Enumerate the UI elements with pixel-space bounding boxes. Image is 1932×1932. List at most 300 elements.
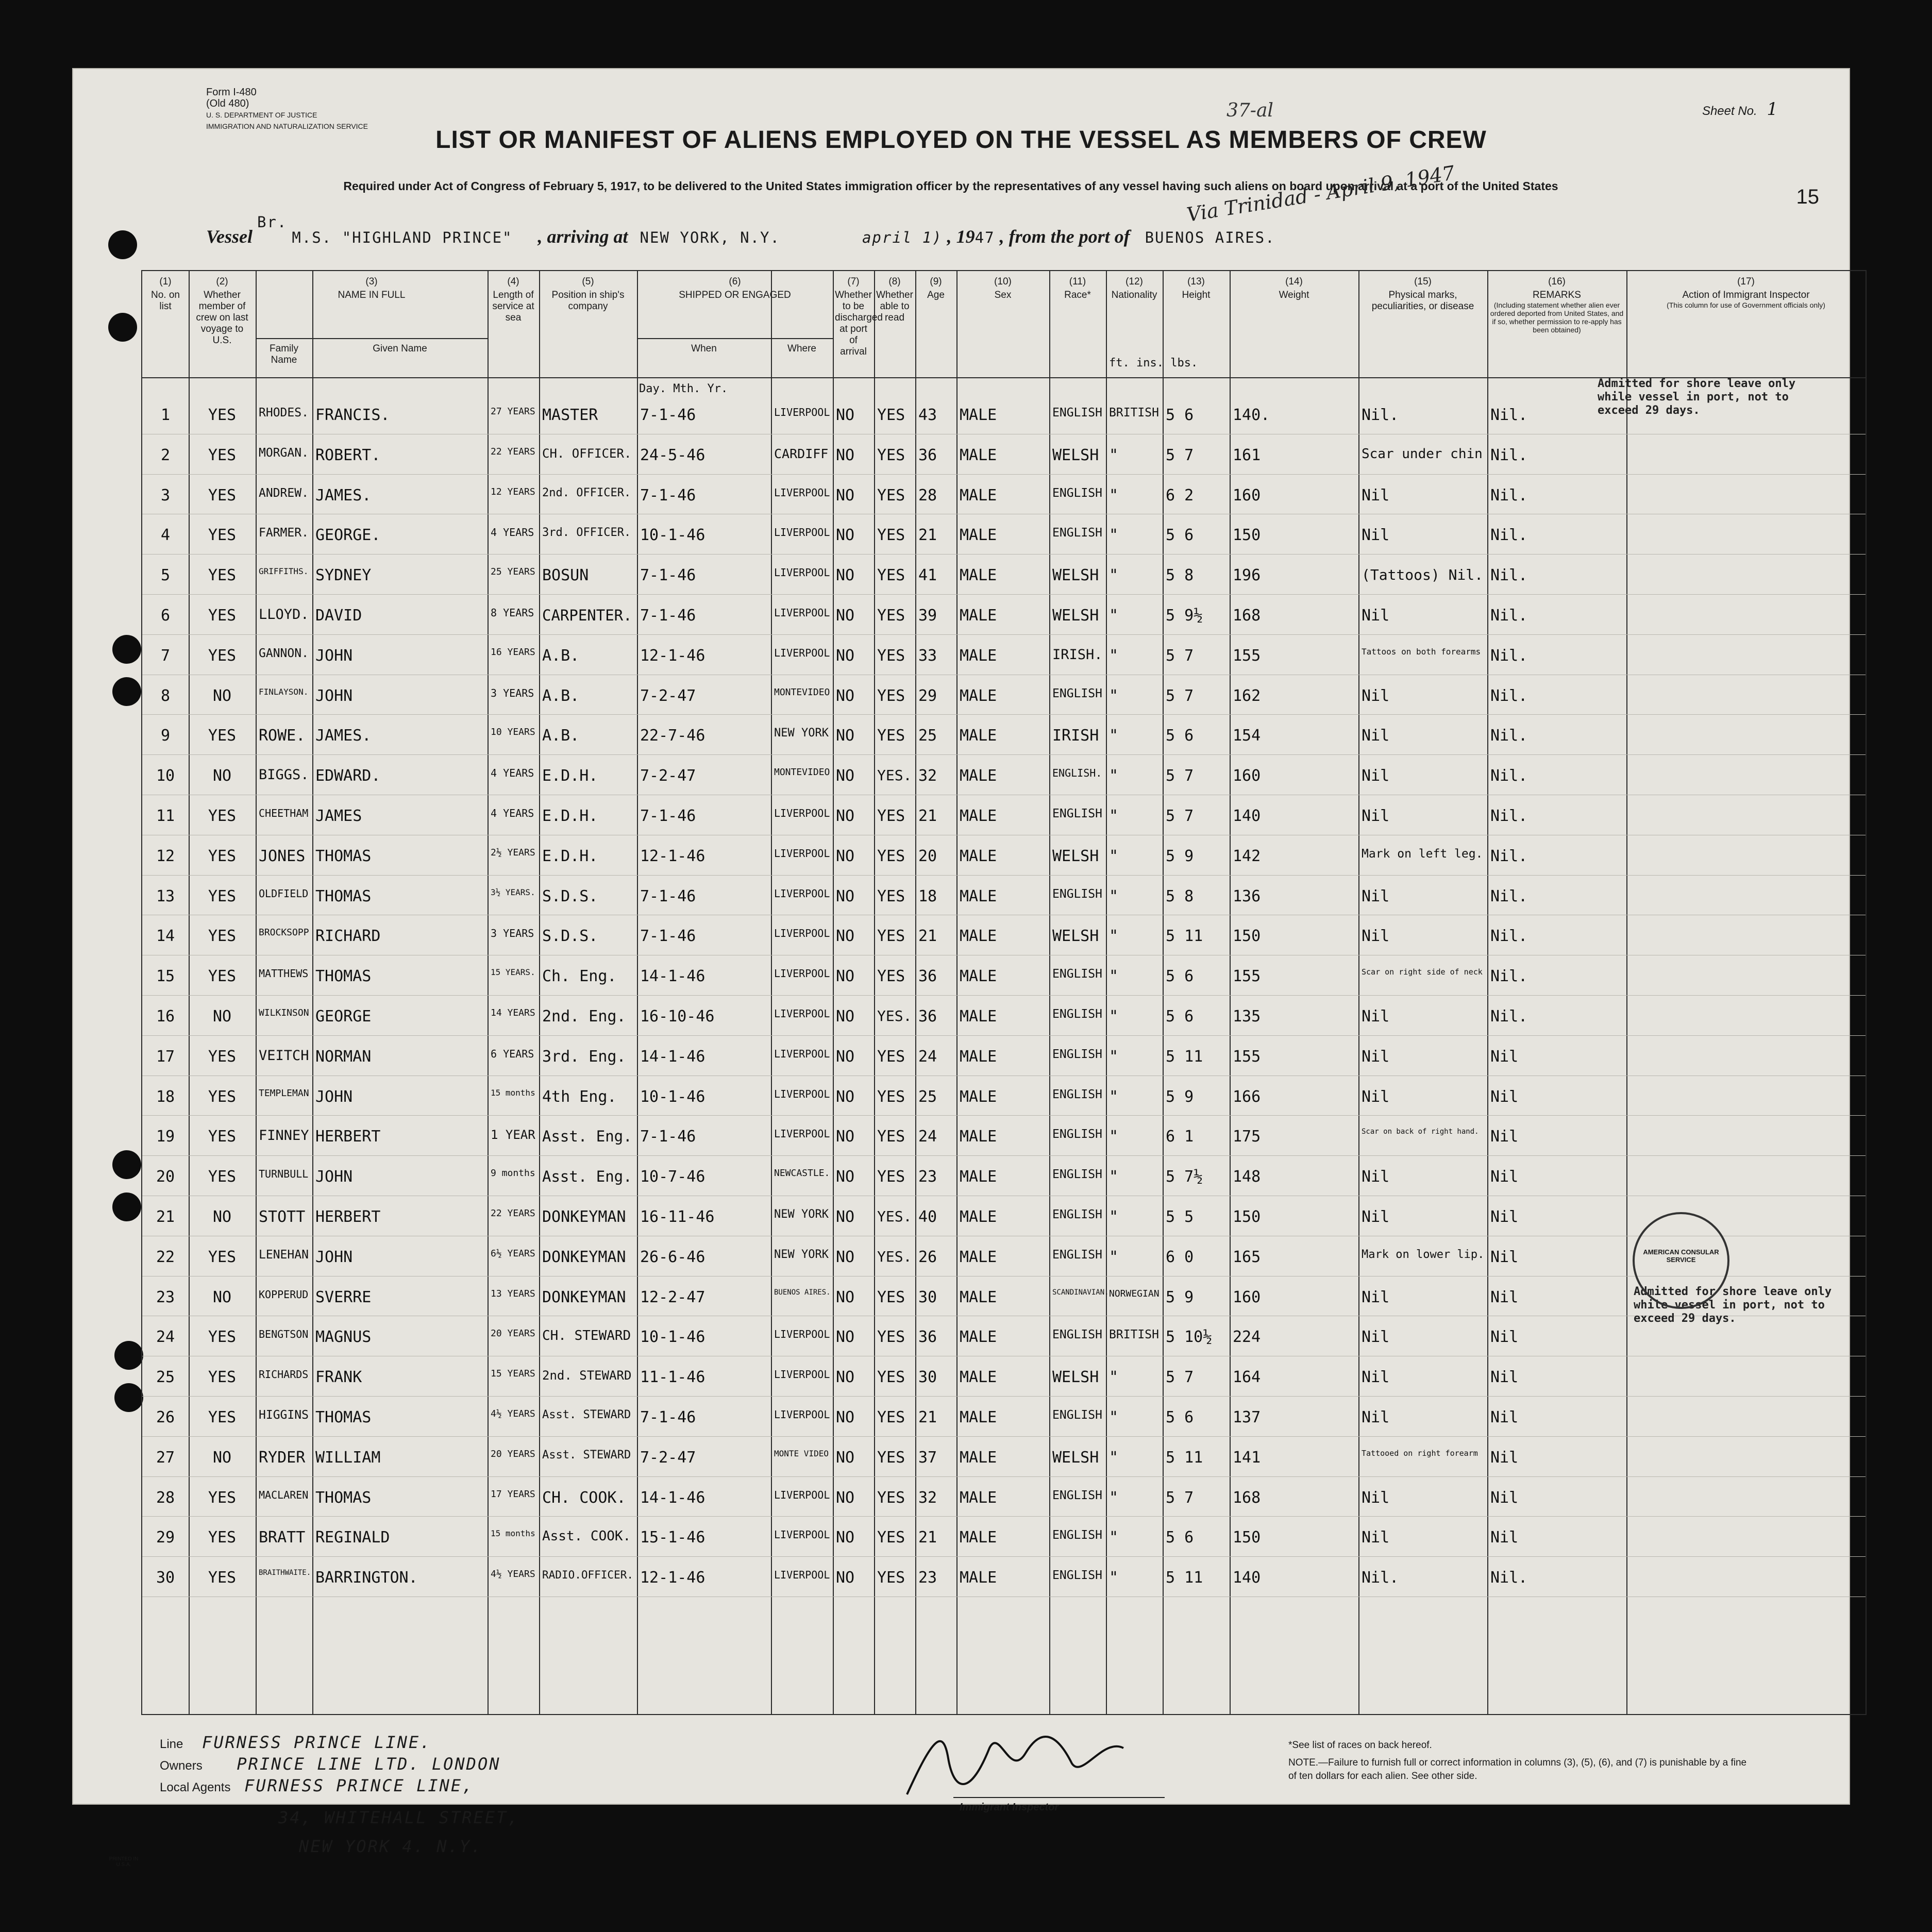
cell-position: Ch. Eng.	[542, 967, 617, 986]
cell-age: 18	[918, 887, 937, 905]
cell-remarks: Nil	[1490, 1087, 1519, 1106]
cell-sex: MALE	[960, 1248, 997, 1266]
cell-nationality: "	[1109, 526, 1119, 545]
cell-height: 5 9	[1166, 1087, 1194, 1106]
cell-discharge: NO	[836, 686, 855, 705]
cell-weight: 141	[1233, 1448, 1261, 1467]
cell-weight: 155	[1233, 967, 1261, 986]
cell-discharge: NO	[836, 1528, 855, 1547]
cell-height: 5 8	[1166, 887, 1194, 905]
cell-height: 5 10½	[1166, 1328, 1213, 1347]
cell-discharge: NO	[836, 1128, 855, 1146]
cell-service: 4 YEARS	[491, 807, 534, 819]
cell-discharge: NO	[836, 446, 855, 464]
column-note: (This column for use of Government officials only)	[1667, 301, 1825, 309]
cell-nationality: "	[1109, 566, 1119, 585]
cell-given: THOMAS	[315, 1408, 372, 1426]
column-number: (10)	[994, 276, 1012, 287]
cell-where: LIVERPOOL	[774, 847, 830, 860]
cell-nationality: "	[1109, 1007, 1119, 1026]
cell-read: YES	[877, 646, 905, 665]
cell-position: 2nd. OFFICER.	[542, 486, 631, 499]
cell-nationality: "	[1109, 887, 1119, 905]
cell-remarks: Nil	[1490, 1448, 1519, 1467]
cell-weight: 135	[1233, 1007, 1261, 1026]
cell-prev: NO	[212, 1288, 232, 1306]
cell-service: 8 YEARS	[491, 607, 534, 619]
cell-service: 10 YEARS	[491, 727, 535, 738]
punch-hole	[108, 313, 137, 342]
column-label: Physical marks, peculiarities, or disease	[1371, 290, 1474, 312]
column-header	[258, 276, 485, 301]
cell-discharge: NO	[836, 1208, 855, 1226]
cell-when: 7-1-46	[640, 927, 696, 946]
cell-given: EDWARD.	[315, 767, 381, 785]
form-old-id: (Old 480)	[206, 98, 249, 109]
departure-port: BUENOS AIRES.	[1145, 229, 1275, 246]
cell-read: YES	[877, 1448, 905, 1467]
cell-height: 5 9	[1166, 847, 1194, 865]
cell-age: 24	[918, 1047, 937, 1066]
cell-marks: Nil.	[1362, 1569, 1399, 1587]
cell-where: LIVERPOOL	[774, 967, 830, 980]
column-note: (Including statement whether alien ever ordered deported from United States, and if so, whether permission to re-apply has been obtained)	[1490, 301, 1624, 334]
column-header	[1360, 276, 1485, 312]
cell-when: 10-1-46	[640, 1328, 705, 1347]
cell-remarks: Nil	[1490, 1328, 1519, 1347]
cell-remarks: Nil.	[1490, 526, 1528, 545]
cell-service: 2½ YEARS	[491, 847, 535, 858]
row-rule	[142, 1115, 1866, 1116]
agents-address	[278, 1808, 519, 1827]
cell-sex: MALE	[960, 727, 997, 745]
row-rule	[142, 634, 1866, 635]
cell-race: WELSH	[1052, 847, 1099, 865]
cell-age: 21	[918, 807, 937, 825]
column-header	[1489, 276, 1624, 334]
cell-read: YES	[877, 566, 905, 585]
cell-remarks: Nil.	[1490, 406, 1528, 424]
cell-service: 15 YEARS.	[491, 967, 535, 978]
cell-nationality: "	[1109, 847, 1119, 865]
cell-nationality: "	[1109, 767, 1119, 785]
cell-no: 15	[156, 967, 175, 986]
cell-family: RYDER	[259, 1448, 306, 1467]
column-label: Weight	[1279, 290, 1309, 300]
column-header	[1165, 276, 1228, 301]
cell-service: 16 YEARS	[491, 646, 535, 658]
cell-weight: 142	[1233, 847, 1261, 865]
column-divider	[1230, 271, 1231, 1714]
cell-family: GANNON.	[259, 646, 309, 660]
cell-marks: Nil	[1362, 767, 1390, 785]
cell-age: 20	[918, 847, 937, 865]
cell-when: 7-1-46	[640, 566, 696, 585]
units-label: ft. ins. lbs.	[1109, 357, 1198, 369]
cell-marks: Scar under chin	[1362, 446, 1483, 462]
cell-read: YES	[877, 1569, 905, 1587]
cell-discharge: NO	[836, 807, 855, 825]
row-rule	[142, 754, 1866, 755]
cell-height: 5 9½	[1166, 607, 1203, 625]
row-rule	[142, 714, 1866, 715]
cell-prev: YES	[208, 927, 237, 946]
cell-remarks: Nil	[1490, 1168, 1519, 1186]
cell-sex: MALE	[960, 1448, 997, 1467]
from-label: , from the port of	[999, 226, 1130, 247]
page-number: 15	[1796, 186, 1819, 208]
cell-read: YES	[877, 1488, 905, 1507]
cell-when: 16-11-46	[640, 1208, 715, 1226]
cell-marks: Tattooed on right forearm	[1362, 1448, 1478, 1458]
cell-prev: YES	[208, 1408, 237, 1426]
cell-where: NEW YORK	[774, 727, 829, 740]
cell-marks: Nil	[1362, 1007, 1390, 1026]
cell-remarks: Nil.	[1490, 887, 1528, 905]
cell-where: LIVERPOOL	[774, 646, 830, 659]
punch-hole	[108, 230, 137, 259]
cell-race: WELSH	[1052, 927, 1099, 946]
cell-service: 9 months	[491, 1168, 535, 1179]
cell-position: 3rd. Eng.	[542, 1047, 626, 1066]
cell-weight: 161	[1233, 446, 1261, 464]
punch-hole	[112, 1150, 141, 1179]
cell-remarks: Nil	[1490, 1248, 1519, 1266]
cell-prev: YES	[208, 526, 237, 545]
cell-where: LIVERPOOL	[774, 1569, 830, 1582]
cell-read: YES	[877, 1087, 905, 1106]
column-number: (2)	[216, 276, 228, 287]
cell-when: 26-6-46	[640, 1248, 705, 1266]
cell-read: YES	[877, 887, 905, 905]
cell-read: YES	[877, 686, 905, 705]
agents-city	[299, 1837, 482, 1856]
column-divider	[312, 271, 313, 1714]
cell-height: 5 6	[1166, 727, 1194, 745]
cell-prev: YES	[208, 1569, 237, 1587]
cell-height: 5 7	[1166, 1488, 1194, 1507]
cell-age: 21	[918, 526, 937, 545]
column-label: Position in ship's company	[551, 290, 625, 312]
cell-nationality: BRITISH	[1109, 1328, 1159, 1342]
cell-no: 17	[156, 1047, 175, 1066]
cell-height: 5 7	[1166, 1368, 1194, 1387]
form-identifier	[206, 87, 368, 132]
cell-family: CHEETHAM	[259, 807, 309, 819]
cell-discharge: NO	[836, 406, 855, 424]
cell-read: YES	[877, 1288, 905, 1306]
cell-weight: 150	[1233, 526, 1261, 545]
cell-age: 39	[918, 607, 937, 625]
cell-where: LIVERPOOL	[774, 1408, 830, 1421]
cell-position: 2nd. STEWARD	[542, 1368, 632, 1383]
cell-prev: YES	[208, 727, 237, 745]
column-label: Race*	[1064, 290, 1091, 300]
column-divider	[874, 271, 875, 1714]
year-label: , 19	[947, 226, 975, 247]
cell-remarks: Nil.	[1490, 446, 1528, 464]
cell-read: YES.	[877, 1248, 912, 1265]
cell-nationality: NORWEGIAN	[1109, 1288, 1160, 1299]
cell-given: HERBERT	[315, 1128, 381, 1146]
column-label: SHIPPED OR ENGAGED	[679, 290, 791, 300]
cell-marks: Nil	[1362, 727, 1390, 745]
cell-remarks: Nil	[1490, 1208, 1519, 1226]
cell-where: LIVERPOOL	[774, 486, 830, 499]
cell-marks: Nil	[1362, 1328, 1390, 1347]
cell-where: LIVERPOOL	[774, 1087, 830, 1100]
column-header	[1232, 276, 1356, 301]
cell-service: 22 YEARS	[491, 446, 535, 457]
cell-prev: YES	[208, 566, 237, 585]
column-header	[639, 276, 831, 301]
agents-value-2: 34, WHITEHALL STREET,	[278, 1808, 519, 1827]
cell-service: 4 YEARS	[491, 526, 534, 539]
cell-read: YES.	[877, 1208, 912, 1225]
cell-given: JAMES.	[315, 486, 372, 505]
column-divider	[1163, 271, 1164, 1714]
cell-where: LIVERPOOL	[774, 807, 830, 819]
cell-marks: Nil	[1362, 1528, 1390, 1547]
cell-given: JOHN	[315, 1087, 353, 1106]
cell-remarks: Nil.	[1490, 807, 1528, 825]
line-value: FURNESS PRINCE LINE.	[202, 1733, 432, 1752]
cell-read: YES	[877, 486, 905, 505]
column-subheader: Family Name	[270, 343, 298, 365]
cell-service: 3 YEARS	[491, 927, 534, 940]
cell-family: MATTHEWS	[259, 967, 309, 980]
column-header	[490, 276, 537, 324]
cell-prev: YES	[208, 486, 237, 505]
cell-prev: YES	[208, 1328, 237, 1347]
column-header	[191, 276, 254, 346]
cell-weight: 160	[1233, 486, 1261, 505]
cell-remarks: Nil	[1490, 1288, 1519, 1306]
cell-where: LIVERPOOL	[774, 566, 830, 579]
cell-position: A.B.	[542, 646, 580, 665]
cell-when: 12-1-46	[640, 1569, 705, 1587]
cell-service: 15 YEARS	[491, 1368, 535, 1380]
cell-remarks: Nil.	[1490, 727, 1528, 745]
cell-race: ENGLISH	[1052, 1168, 1102, 1182]
cell-when: 10-1-46	[640, 526, 705, 545]
cell-sex: MALE	[960, 1047, 997, 1066]
cell-discharge: NO	[836, 1168, 855, 1186]
agents-field	[160, 1776, 474, 1795]
inspector-label: Immigrant Inspector	[960, 1802, 1059, 1813]
cell-race: ENGLISH	[1052, 887, 1102, 901]
cell-position: S.D.S.	[542, 927, 598, 946]
cell-height: 5 9	[1166, 1288, 1194, 1306]
cell-service: 6 YEARS	[491, 1047, 534, 1060]
cell-marks: Nil.	[1362, 406, 1399, 424]
penalty-note: NOTE.—Failure to furnish full or correct information in columns (3), (5), (6), and (7) is punishable by a fine of ten dollars for each alien. See other side.	[1288, 1757, 1747, 1782]
cell-remarks: Nil.	[1490, 1007, 1528, 1026]
cell-marks: Nil	[1362, 887, 1390, 905]
cell-service: 3 YEARS	[491, 686, 534, 699]
cell-marks: Mark on lower lip.	[1362, 1248, 1485, 1261]
row-rule	[142, 1155, 1866, 1156]
cell-height: 6 2	[1166, 486, 1194, 505]
cell-remarks: Nil.	[1490, 847, 1528, 865]
column-number: (12)	[1125, 276, 1143, 287]
row-rule	[142, 594, 1866, 595]
column-subheader: Where	[787, 343, 816, 354]
cell-remarks: Nil	[1490, 1408, 1519, 1426]
cell-where: LIVERPOOL	[774, 1128, 830, 1140]
cell-height: 5 7	[1166, 446, 1194, 464]
cell-remarks: Nil.	[1490, 566, 1528, 585]
cell-race: WELSH	[1052, 1368, 1099, 1387]
cell-sex: MALE	[960, 486, 997, 505]
cell-weight: 155	[1233, 646, 1261, 665]
column-number: (15)	[1414, 276, 1432, 287]
subheader-divider	[256, 338, 488, 339]
column-label: Action of Immigrant Inspector	[1682, 290, 1810, 300]
top-handwritten-note: 37-al	[1227, 100, 1273, 121]
cell-prev: YES	[208, 967, 237, 986]
cell-height: 5 11	[1166, 1448, 1203, 1467]
cell-position: MASTER	[542, 406, 598, 424]
column-label: Length of service at sea	[492, 290, 534, 323]
cell-given: JOHN	[315, 646, 353, 665]
cell-weight: 150	[1233, 927, 1261, 946]
cell-where: NEW YORK	[774, 1248, 829, 1261]
cell-weight: 140.	[1233, 406, 1270, 424]
cell-discharge: NO	[836, 1408, 855, 1426]
punch-hole	[112, 635, 141, 664]
cell-nationality: "	[1109, 1087, 1119, 1106]
cell-nationality: "	[1109, 1047, 1119, 1066]
cell-weight: 150	[1233, 1208, 1261, 1226]
document-title: LIST OR MANIFEST OF ALIENS EMPLOYED ON THE VESSEL AS MEMBERS OF CREW	[435, 126, 1487, 154]
cell-given: FRANK	[315, 1368, 362, 1387]
column-divider	[915, 271, 916, 1714]
cell-where: LIVERPOOL	[774, 1007, 830, 1020]
cell-where: LIVERPOOL	[774, 607, 830, 619]
cell-position: A.B.	[542, 727, 580, 745]
cell-read: YES	[877, 927, 905, 946]
cell-where: LIVERPOOL	[774, 887, 830, 900]
cell-sex: MALE	[960, 1208, 997, 1226]
column-header	[876, 276, 913, 324]
cell-prev: NO	[212, 1007, 232, 1026]
cell-read: YES	[877, 727, 905, 745]
cell-age: 36	[918, 1007, 937, 1026]
cell-read: YES.	[877, 1007, 912, 1024]
column-label: Whether to be discharged at port of arrival	[835, 290, 883, 357]
cell-sex: MALE	[960, 1569, 997, 1587]
column-label: Age	[927, 290, 945, 300]
cell-weight: 196	[1233, 566, 1261, 585]
cell-position: DONKEYMAN	[542, 1288, 626, 1306]
cell-race: ENGLISH.	[1052, 767, 1102, 780]
cell-race: ENGLISH	[1052, 967, 1102, 981]
cell-when: 16-10-46	[640, 1007, 715, 1026]
cell-remarks: Nil	[1490, 1488, 1519, 1507]
cell-no: 29	[156, 1528, 175, 1547]
cell-given: THOMAS	[315, 887, 372, 905]
cell-sex: MALE	[960, 887, 997, 905]
cell-age: 41	[918, 566, 937, 585]
cell-marks: Nil	[1362, 526, 1390, 545]
cell-height: 5 7	[1166, 646, 1194, 665]
cell-race: ENGLISH	[1052, 807, 1102, 820]
cell-sex: MALE	[960, 1528, 997, 1547]
cell-read: YES	[877, 607, 905, 625]
cell-prev: YES	[208, 887, 237, 905]
vessel-line	[206, 213, 1783, 247]
cell-when: 10-7-46	[640, 1168, 705, 1186]
cell-no: 1	[160, 406, 171, 424]
cell-position: CH. COOK.	[542, 1488, 626, 1507]
cell-marks: Nil	[1362, 1047, 1390, 1066]
cell-height: 5 6	[1166, 967, 1194, 986]
cell-race: WELSH	[1052, 566, 1099, 585]
cell-height: 5 11	[1166, 1569, 1203, 1587]
column-divider	[956, 271, 957, 1714]
cell-discharge: NO	[836, 1288, 855, 1306]
cell-marks: Nil	[1362, 1168, 1390, 1186]
column-header	[1051, 276, 1104, 301]
cell-when: 14-1-46	[640, 1047, 705, 1066]
cell-no: 6	[160, 607, 171, 625]
cell-height: 5 6	[1166, 1007, 1194, 1026]
cell-given: THOMAS	[315, 967, 372, 986]
cell-sex: MALE	[960, 1128, 997, 1146]
cell-position: E.D.H.	[542, 767, 598, 785]
cell-sex: MALE	[960, 1368, 997, 1387]
row-rule	[142, 1035, 1866, 1036]
cell-prev: YES	[208, 646, 237, 665]
cell-when: 12-1-46	[640, 646, 705, 665]
cell-family: BENGTSON	[259, 1328, 309, 1341]
cell-nationality: "	[1109, 486, 1119, 505]
column-subheader: When	[691, 343, 717, 354]
cell-remarks: Nil.	[1490, 486, 1528, 505]
cell-when: 7-1-46	[640, 1128, 696, 1146]
cell-race: ENGLISH	[1052, 1248, 1102, 1262]
manifest-sheet	[72, 68, 1850, 1868]
cell-position: A.B.	[542, 686, 580, 705]
cell-marks: Tattoos on both forearms	[1362, 646, 1481, 657]
cell-nationality: "	[1109, 927, 1119, 946]
cell-service: 4 YEARS	[491, 767, 534, 780]
cell-family: TEMPLEMAN	[259, 1087, 309, 1099]
line-field	[160, 1733, 431, 1752]
cell-where: LIVERPOOL	[774, 1047, 830, 1060]
cell-race: WELSH	[1052, 1448, 1099, 1467]
cell-age: 23	[918, 1569, 937, 1587]
cell-position: Asst. STEWARD	[542, 1408, 631, 1421]
cell-prev: YES	[208, 1047, 237, 1066]
cell-age: 36	[918, 967, 937, 986]
cell-family: ROWE.	[259, 727, 306, 745]
cell-when: 11-1-46	[640, 1368, 705, 1387]
sheet-number	[1702, 99, 1778, 120]
cell-height: 6 1	[1166, 1128, 1194, 1146]
cell-read: YES	[877, 1368, 905, 1387]
column-divider	[1049, 271, 1050, 1714]
cell-given: HERBERT	[315, 1208, 381, 1226]
cell-given: THOMAS	[315, 1488, 372, 1507]
cell-height: 5 6	[1166, 406, 1194, 424]
cell-where: LIVERPOOL	[774, 1328, 830, 1341]
cell-given: JOHN	[315, 686, 353, 705]
cell-marks: Nil	[1362, 1488, 1390, 1507]
document-subtitle: Required under Act of Congress of February 5, 1917, to be delivered to the United States immigration officer by the representatives of any vessel having such aliens on board upon arrival at a port of the United States	[343, 179, 1558, 193]
cell-prev: YES	[208, 847, 237, 865]
